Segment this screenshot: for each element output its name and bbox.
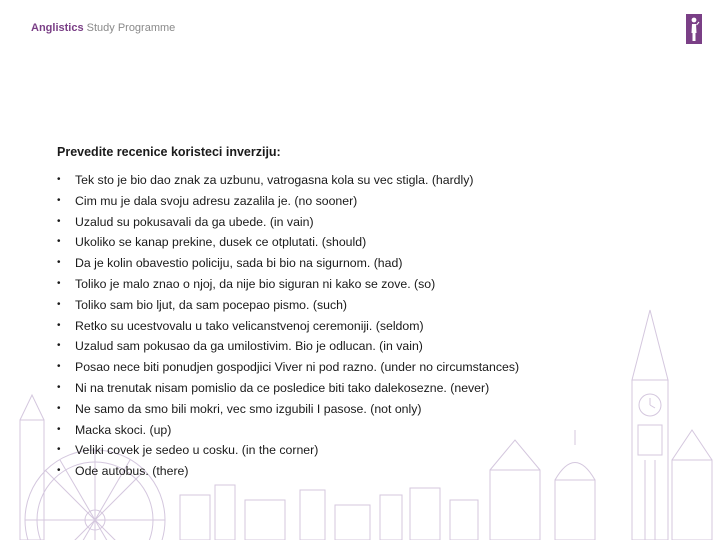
slide-title: Prevedite recenice koristeci inverziju:: [57, 145, 281, 159]
list-item: [57, 232, 697, 253]
list-item: [57, 378, 697, 399]
figure-logo-icon: [686, 14, 702, 44]
bullet-icon: •: [57, 444, 61, 456]
bullet-icon: •: [57, 361, 61, 373]
list-item-text: Posao nece biti ponudjen gospodjici Viver ni pod razno. (under no circumstances): [75, 360, 520, 375]
list-item-text: Uzalud su pokusavali da ga ubede. (in vain): [75, 214, 314, 229]
list-item: [57, 212, 697, 233]
bullet-icon: •: [57, 381, 61, 393]
bullet-icon: •: [57, 277, 61, 289]
list-item-text: Retko su ucestvovalu u tako velicanstvenoj ceremoniji. (seldom): [75, 318, 424, 333]
list-item-text: Ne samo da smo bili mokri, vec smo izgubili I pasose. (not only): [75, 401, 422, 416]
list-item: [57, 170, 697, 191]
slide-content: [57, 145, 697, 482]
list-item: [57, 440, 697, 461]
header-programme-title: [31, 22, 175, 34]
sentence-list: [57, 170, 697, 482]
list-item-text: Ni na trenutak nisam pomislio da ce posledice biti tako dalekosezne. (never): [75, 380, 490, 395]
bullet-icon: •: [57, 340, 61, 352]
list-item-text: Toliko sam bio ljut, da sam pocepao pismo. (such): [75, 297, 348, 312]
list-item-text: Tek sto je bio dao znak za uzbunu, vatrogasna kola su vec stigla. (hardly): [75, 173, 474, 187]
bullet-icon: •: [57, 423, 61, 435]
list-item: [57, 336, 697, 357]
list-item-text: Veliki covek je sedeo u cosku. (in the corner): [75, 443, 319, 458]
list-item-text: Ode autobus. (there): [75, 464, 189, 479]
list-item: [57, 295, 697, 316]
bullet-icon: •: [57, 319, 61, 331]
bullet-icon: •: [57, 465, 61, 477]
bullet-icon: •: [57, 298, 61, 310]
list-item: [57, 253, 697, 274]
tower-icon: [20, 395, 44, 540]
programme-subtitle: Study Programme: [83, 22, 176, 34]
list-item-text: Macka skoci. (up): [75, 422, 172, 437]
list-item: [57, 399, 697, 420]
list-item: [57, 191, 697, 212]
list-item: [57, 357, 697, 378]
list-item-text: Da je kolin obavestio policiju, sada bi bio na sigurnom. (had): [75, 256, 403, 271]
list-item: [57, 461, 697, 482]
list-item-text: Ukoliko se kanap prekine, dusek ce otplutati. (should): [75, 235, 367, 250]
brand-name: Anglistics: [31, 22, 84, 34]
bullet-icon: •: [57, 402, 61, 414]
bullet-icon: •: [57, 194, 61, 206]
bullet-icon: •: [57, 215, 61, 227]
list-item-text: Cim mu je dala svoju adresu zazalila je. (no sooner): [75, 193, 358, 208]
list-item: [57, 316, 697, 337]
list-item-text: Uzalud sam pokusao da ga umilostivim. Bio je odlucan. (in vain): [75, 339, 423, 354]
list-item: [57, 274, 697, 295]
list-item-text: Toliko je malo znao o njoj, da nije bio siguran ni kako se zove. (so): [75, 276, 436, 291]
list-item: [57, 420, 697, 441]
bullet-icon: •: [57, 236, 61, 248]
bullet-icon: •: [57, 174, 61, 185]
bullet-icon: •: [57, 257, 61, 269]
